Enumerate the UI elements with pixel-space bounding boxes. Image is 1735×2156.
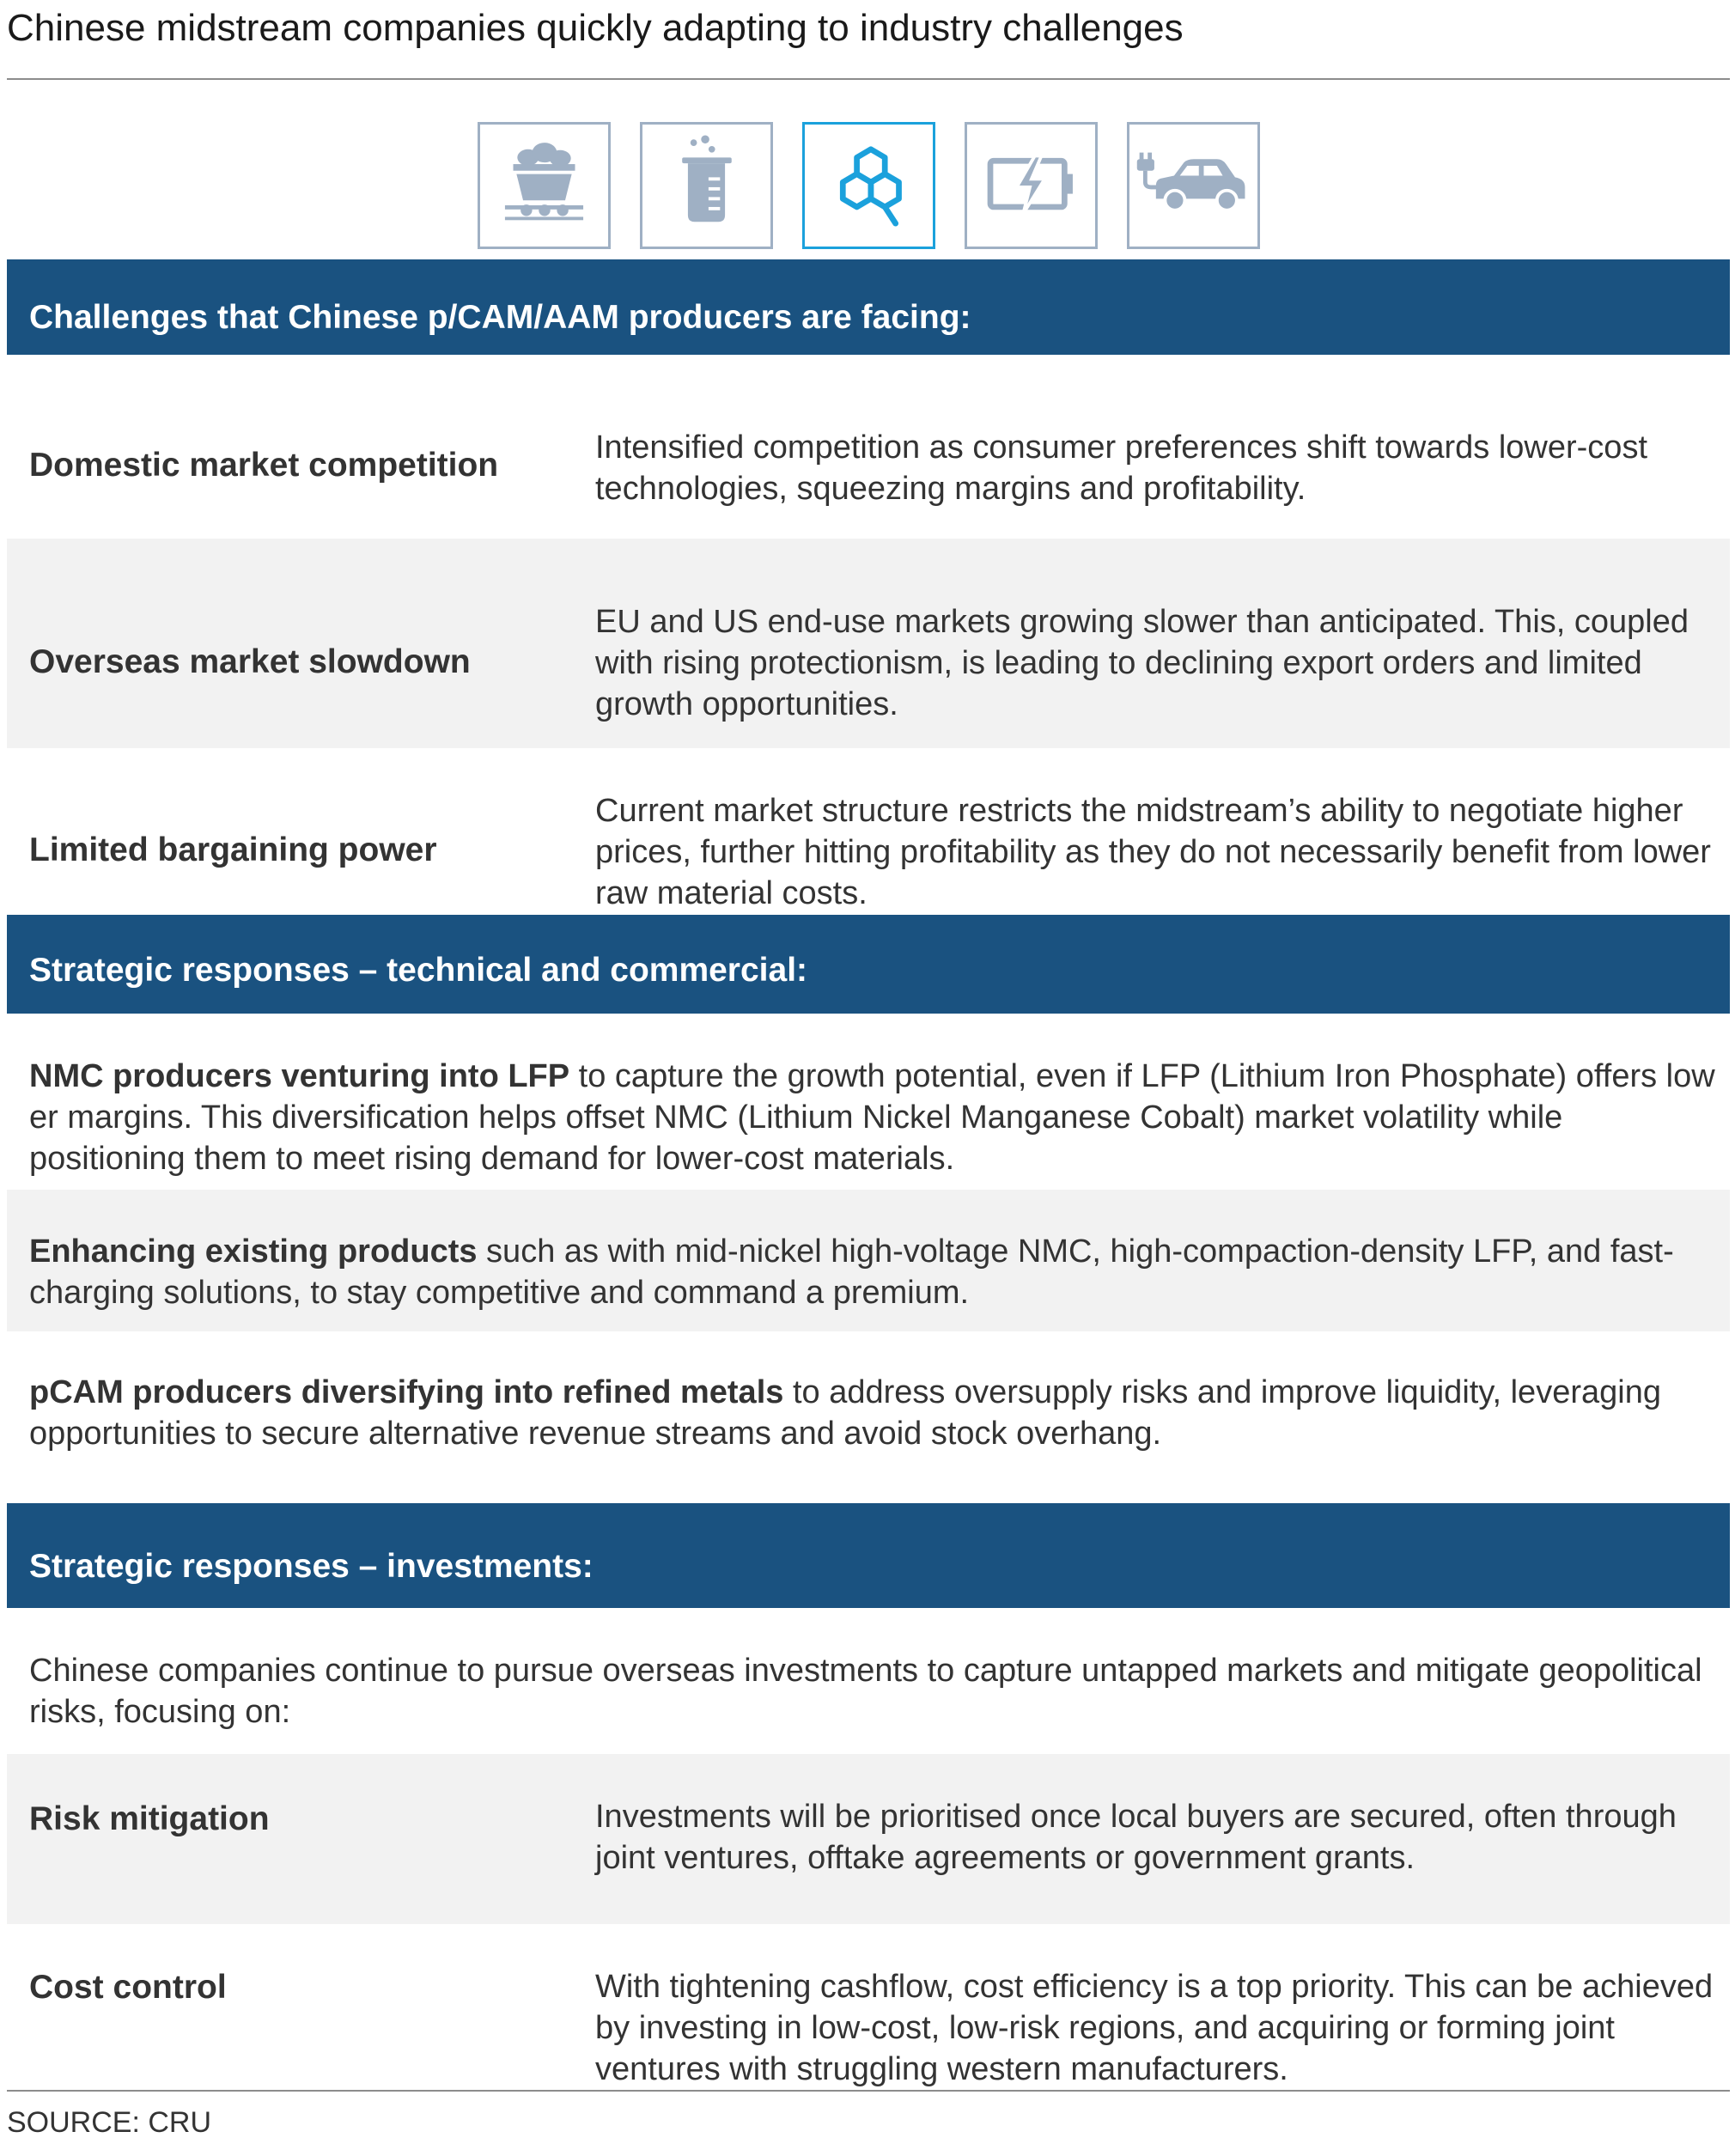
- technical-item-products-text: such as with mid-nickel high-voltage NMC, high-compaction-density LFP, and fast-charging solutions, to stay competitive and command a premium.: [29, 1233, 1674, 1311]
- beaker-icon: [642, 125, 770, 247]
- source-note: SOURCE: CRU: [7, 2106, 212, 2139]
- challenge-label-bargaining: Limited bargaining power: [29, 831, 437, 868]
- challenge-text-domestic: Intensified competition as consumer preferences shift towards lower-cost technologies, squeezing margins and profitability.: [595, 429, 1647, 507]
- bottom-divider: [7, 2090, 1730, 2092]
- investment-label-risk: Risk mitigation: [29, 1800, 270, 1837]
- electric-car-icon-box: [1127, 122, 1260, 249]
- challenges-header: Challenges that Chinese p/CAM/AAM producers are facing:: [7, 259, 1730, 355]
- technical-item-metals: [29, 1372, 1726, 1454]
- technical-item-products: [29, 1231, 1726, 1313]
- molecule-icon-box: [802, 122, 935, 249]
- technical-item-metals-text: to address oversupply risks and improve liquidity, leveraging opportunities to secure alternative revenue streams and avoid stock overhang.: [29, 1374, 1661, 1452]
- mining-cart-icon-box: [478, 122, 611, 249]
- molecule-icon: [805, 125, 933, 247]
- investment-label-cost: Cost control: [29, 1969, 227, 2006]
- technical-header: Strategic responses – technical and commercial:: [7, 915, 1730, 1014]
- mining-cart-icon: [480, 125, 608, 247]
- beaker-icon-box: [640, 122, 773, 249]
- page-title: Chinese midstream companies quickly adapting to industry challenges: [7, 7, 1184, 49]
- technical-item-metals-bold: pCAM producers diversifying into refined metals: [29, 1374, 784, 1410]
- technical-item-lfp-text: to capture the growth potential, even if LFP (Lithium Iron Phosphate) offers low er margins. This diversification helps offset NMC (Lithium Nickel Manganese Cobalt) market volatility while positioning them to meet rising demand for lower-cost materials.: [29, 1058, 1715, 1177]
- challenge-label-overseas: Overseas market slowdown: [29, 643, 471, 680]
- battery-charging-icon: [967, 125, 1095, 247]
- challenge-text-overseas: EU and US end-use markets growing slower than anticipated. This, coupled with rising protectionism, is leading to declining export orders and limited growth opportunities.: [595, 604, 1689, 722]
- technical-item-lfp: [29, 1056, 1726, 1179]
- battery-charging-icon-box: [965, 122, 1098, 249]
- electric-car-icon: [1129, 125, 1257, 247]
- challenge-label-domestic: Domestic market competition: [29, 447, 499, 484]
- title-divider: [7, 78, 1730, 80]
- investment-text-risk: Investments will be prioritised once local buyers are secured, often through joint ventures, offtake agreements or government grants.: [595, 1799, 1677, 1876]
- investments-header: Strategic responses – investments:: [7, 1503, 1730, 1608]
- investments-intro: Chinese companies continue to pursue overseas investments to capture untapped markets and mitigate geopolitical risks, focusing on:: [29, 1653, 1702, 1730]
- challenge-text-bargaining: Current market structure restricts the midstream’s ability to negotiate higher prices, further hitting profitability as they do not necessarily benefit from lower raw material costs.: [595, 793, 1711, 911]
- technical-item-products-bold: Enhancing existing products: [29, 1233, 478, 1270]
- technical-item-lfp-bold: NMC producers venturing into LFP: [29, 1058, 570, 1094]
- investment-text-cost: With tightening cashflow, cost efficiency is a top priority. This can be achieved by investing in low-cost, low-risk regions, and acquiring or forming joint ventures with struggling western manufacturers.: [595, 1969, 1714, 2087]
